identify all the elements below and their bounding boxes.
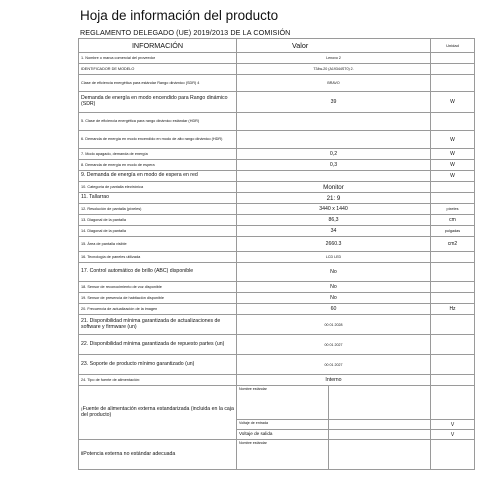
table-row xyxy=(79,193,475,204)
row-label: 14. Diagonal de la pantalla xyxy=(79,226,237,237)
row-label: IDENTIFICADOR DE MODELO xyxy=(79,64,237,75)
row-value: 39 xyxy=(237,92,431,113)
row-unit xyxy=(431,193,475,204)
row-value: Lenovo 2 xyxy=(237,53,431,64)
row-value: 00 01 2028 xyxy=(237,315,431,335)
row-value: 00 01 2027 xyxy=(237,355,431,375)
psu-label: ¡Fuente de alimentación externa estandarizada (incluida en la caja del producto) xyxy=(79,386,237,440)
table-row xyxy=(79,355,475,375)
table-row xyxy=(79,252,475,263)
row-unit xyxy=(431,263,475,282)
row-label: 22. Disponibilidad mínima garantizada de repuesto partes (un) xyxy=(79,335,237,355)
table-row xyxy=(79,237,475,252)
row-unit xyxy=(431,375,475,386)
table-row xyxy=(79,226,475,237)
row-label: 23. Soporte de producto mínimo garantizado (un) xyxy=(79,355,237,375)
table-row xyxy=(79,293,475,304)
row-value: 86,3 xyxy=(237,215,431,226)
table-row xyxy=(79,131,475,149)
table-row xyxy=(79,92,475,113)
row-value: BRAVO xyxy=(237,75,431,92)
row-unit xyxy=(431,355,475,375)
table-row xyxy=(79,315,475,335)
row-unit: W xyxy=(431,131,475,149)
row-label: 8. Demanda de energía en modo de espera xyxy=(79,160,237,171)
table-row xyxy=(79,335,475,355)
row-unit xyxy=(431,335,475,355)
row-value: Monitor xyxy=(237,182,431,193)
table-row xyxy=(79,75,475,92)
table-row xyxy=(79,375,475,386)
table-row xyxy=(79,171,475,182)
row-label: 16. Tecnología de paneles utilizada xyxy=(79,252,237,263)
psu-input-label: Voltaje de entrada xyxy=(237,420,329,430)
row-label: 12. Resolución de pantalla (píxeles) xyxy=(79,204,237,215)
psu-input-value xyxy=(329,420,431,430)
row-label: 7. Modo apagado, demanda de energía xyxy=(79,149,237,160)
row-value: Interno xyxy=(237,375,431,386)
row-label: 13. Diagonal de la pantalla xyxy=(79,215,237,226)
row-label: 9. Demanda de energía en modo de espera en red xyxy=(79,171,237,182)
row-label: 19. Sensor de presencia de habitación disponible xyxy=(79,293,237,304)
table-row xyxy=(79,53,475,64)
table-row xyxy=(79,263,475,282)
row-label: 18. Sensor de reconocimiento de voz disponible xyxy=(79,282,237,293)
power-nominal-unit xyxy=(431,440,475,470)
row-unit xyxy=(431,64,475,75)
row-label: 15. Área de pantalla visible xyxy=(79,237,237,252)
table-header-row xyxy=(79,39,475,53)
row-value: 2660.3 xyxy=(237,237,431,252)
row-label: 24. Tipo de fuente de alimentación: xyxy=(79,375,237,386)
row-label: 6. Demanda de energía en modo encendido en modo de alto rango dinámico (HDR) xyxy=(79,131,237,149)
row-value: 0,3 xyxy=(237,160,431,171)
row-label: 10. Categoría de pantalla electrónica xyxy=(79,182,237,193)
row-value xyxy=(237,171,431,182)
row-unit xyxy=(431,282,475,293)
row-value: No xyxy=(237,282,431,293)
row-unit: W xyxy=(431,149,475,160)
power-nominal-value xyxy=(329,440,431,470)
psu-output-label: Voltaje de salida xyxy=(237,430,329,440)
row-unit xyxy=(431,75,475,92)
row-value: 00 01 2027 xyxy=(237,335,431,355)
table-row xyxy=(79,113,475,131)
table-row xyxy=(79,282,475,293)
psu-row xyxy=(79,386,475,420)
table-row xyxy=(79,160,475,171)
row-unit xyxy=(431,293,475,304)
row-label: 20. Frecuencia de actualización de la imagen xyxy=(79,304,237,315)
row-label: 11. Tallarrao xyxy=(79,193,237,204)
table-row xyxy=(79,215,475,226)
power-nominal-label: Nombre estándar xyxy=(237,440,329,470)
power-row xyxy=(79,440,475,470)
row-unit: cm2 xyxy=(431,237,475,252)
row-unit: Hz xyxy=(431,304,475,315)
psu-output-value xyxy=(329,430,431,440)
psu-nominal-unit xyxy=(431,386,475,420)
table-row xyxy=(79,182,475,193)
column-header-valor: Valor xyxy=(237,39,431,53)
row-label: 17. Control automático de brillo (ABC) disponible xyxy=(79,263,237,282)
row-label: Clase de eficiencia energética para estándar Rango dinámico (SDR) 4 xyxy=(79,75,237,92)
row-value: No xyxy=(237,263,431,282)
row-label: 5. Clase de eficiencia energética para rango dinámico estándar (HDR) xyxy=(79,113,237,131)
row-value xyxy=(237,131,431,149)
row-value: 34 xyxy=(237,226,431,237)
row-unit xyxy=(431,53,475,64)
table-row xyxy=(79,149,475,160)
row-value: 0,2 xyxy=(237,149,431,160)
row-label: Demanda de energía en modo encendido para Rango dinámico (SDR) xyxy=(79,92,237,113)
row-unit xyxy=(431,182,475,193)
psu-input-unit: V xyxy=(431,420,475,430)
row-label: 21. Disponibilidad mínima garantizada de actualizaciones de software y firmware (un) xyxy=(79,315,237,335)
row-unit xyxy=(431,252,475,263)
regulation-subtitle: REGLAMENTO DELEGADO (UE) 2019/2013 DE LA COMISIÓN xyxy=(80,28,291,37)
row-value: T34w-20 (A19344ST0) 2. xyxy=(237,64,431,75)
psu-nominal-value xyxy=(329,386,431,420)
row-unit xyxy=(431,315,475,335)
row-value: 21: 9 xyxy=(237,193,431,204)
row-value: LCD LED xyxy=(237,252,431,263)
psu-output-unit: V xyxy=(431,430,475,440)
page-title: Hoja de información del producto xyxy=(80,8,279,23)
row-unit: pulgadas xyxy=(431,226,475,237)
table-row xyxy=(79,64,475,75)
row-value: 60 xyxy=(237,304,431,315)
row-label: 1. Nombre o marca comercial del proveedor xyxy=(79,53,237,64)
row-value: No xyxy=(237,293,431,304)
product-info-table xyxy=(78,38,475,470)
table-row xyxy=(79,304,475,315)
column-header-unidad: Unidad xyxy=(431,39,475,53)
row-unit: píxeles xyxy=(431,204,475,215)
column-header-info: INFORMACIÓN xyxy=(79,39,237,53)
row-unit: W xyxy=(431,92,475,113)
row-unit: cm xyxy=(431,215,475,226)
row-value: 3440 x 1440 xyxy=(237,204,431,215)
row-value xyxy=(237,113,431,131)
table-row xyxy=(79,204,475,215)
power-label: iiPotencia externa no estándar adecuada xyxy=(79,440,237,470)
psu-nominal-label: Nombre estándar xyxy=(237,386,329,420)
row-unit: W xyxy=(431,171,475,182)
row-unit: W xyxy=(431,160,475,171)
row-unit xyxy=(431,113,475,131)
